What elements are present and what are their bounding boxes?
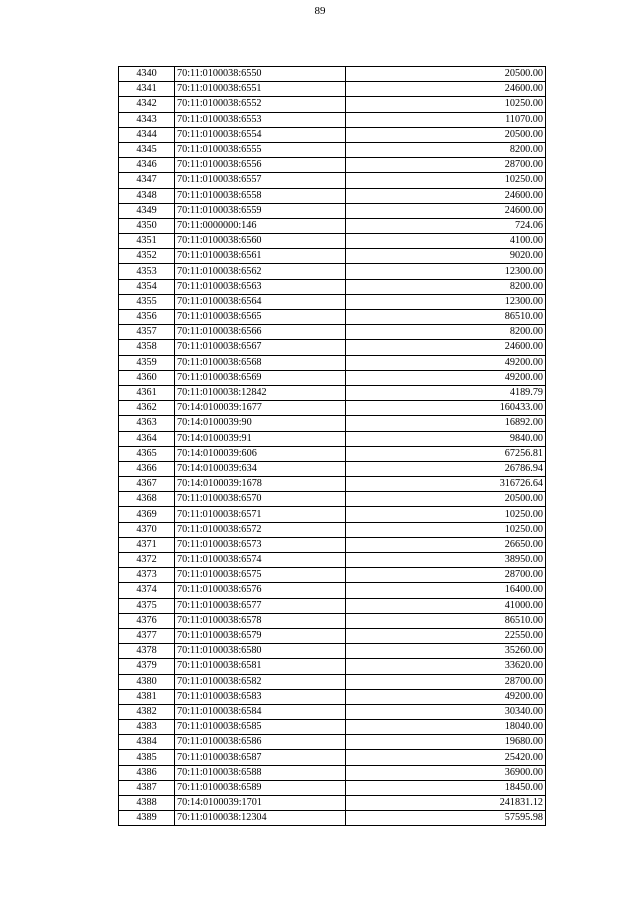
table-row [119,188,546,203]
cadastral-number: 70:11:0100038:6583 [175,689,346,704]
cadastral-number: 70:11:0100038:6581 [175,659,346,674]
cadastral-value: 160433.00 [346,401,546,416]
table-row [119,811,546,826]
cadastral-value: 10250.00 [346,507,546,522]
cadastral-value: 4189.79 [346,385,546,400]
row-number: 4366 [119,461,175,476]
cadastral-number: 70:14:0100039:90 [175,416,346,431]
cadastral-value: 724.06 [346,218,546,233]
row-number: 4363 [119,416,175,431]
row-number: 4350 [119,218,175,233]
cadastral-value: 241831.12 [346,796,546,811]
cadastral-value: 18450.00 [346,780,546,795]
cadastral-number: 70:14:0100039:1701 [175,796,346,811]
row-number: 4346 [119,158,175,173]
row-number: 4384 [119,735,175,750]
cadastral-number: 70:11:0100038:6585 [175,720,346,735]
cadastral-number: 70:14:0100039:606 [175,446,346,461]
cadastral-number: 70:11:0100038:6569 [175,370,346,385]
cadastral-value: 86510.00 [346,310,546,325]
cadastral-value: 24600.00 [346,203,546,218]
table-row [119,325,546,340]
cadastral-value: 30340.00 [346,704,546,719]
table-row [119,689,546,704]
cadastral-value: 38950.00 [346,553,546,568]
cadastral-number: 70:11:0100038:6559 [175,203,346,218]
cadastral-number: 70:11:0100038:6580 [175,644,346,659]
row-number: 4388 [119,796,175,811]
row-number: 4382 [119,704,175,719]
row-number: 4340 [119,67,175,82]
cadastral-value: 49200.00 [346,355,546,370]
table-row [119,310,546,325]
row-number: 4380 [119,674,175,689]
table-row [119,796,546,811]
row-number: 4376 [119,613,175,628]
row-number: 4387 [119,780,175,795]
row-number: 4368 [119,492,175,507]
row-number: 4383 [119,720,175,735]
row-number: 4370 [119,522,175,537]
table-row [119,67,546,82]
table-row [119,218,546,233]
table-row [119,507,546,522]
cadastral-value: 4100.00 [346,234,546,249]
table-row [119,142,546,157]
row-number: 4343 [119,112,175,127]
row-number: 4385 [119,750,175,765]
cadastral-value: 8200.00 [346,279,546,294]
table-row [119,674,546,689]
page-number: 89 [314,5,326,17]
cadastral-value: 9020.00 [346,249,546,264]
cadastral-number: 70:11:0000000:146 [175,218,346,233]
cadastral-number: 70:11:0100038:12842 [175,385,346,400]
cadastral-number: 70:11:0100038:6582 [175,674,346,689]
cadastral-number: 70:11:0100038:6561 [175,249,346,264]
cadastral-value: 20500.00 [346,127,546,142]
table-row [119,340,546,355]
table-row [119,112,546,127]
table-row [119,279,546,294]
cadastral-number: 70:14:0100039:1678 [175,477,346,492]
cadastral-number: 70:11:0100038:6573 [175,537,346,552]
table-row [119,82,546,97]
row-number: 4344 [119,127,175,142]
cadastral-number: 70:11:0100038:6564 [175,294,346,309]
cadastral-value: 16400.00 [346,583,546,598]
row-number: 4347 [119,173,175,188]
row-number: 4358 [119,340,175,355]
row-number: 4341 [119,82,175,97]
cadastral-value: 10250.00 [346,173,546,188]
row-number: 4375 [119,598,175,613]
row-number: 4361 [119,385,175,400]
cadastral-value: 20500.00 [346,492,546,507]
table-row [119,659,546,674]
table-row [119,431,546,446]
cadastral-number: 70:11:0100038:6574 [175,553,346,568]
cadastral-number: 70:11:0100038:6570 [175,492,346,507]
row-number: 4364 [119,431,175,446]
cadastral-number: 70:11:0100038:6563 [175,279,346,294]
table-row [119,492,546,507]
cadastral-value: 19680.00 [346,735,546,750]
cadastral-value: 33620.00 [346,659,546,674]
row-number: 4360 [119,370,175,385]
cadastral-number: 70:11:0100038:6578 [175,613,346,628]
cadastral-value: 28700.00 [346,568,546,583]
table-row [119,477,546,492]
table-row [119,264,546,279]
cadastral-number: 70:11:0100038:6589 [175,780,346,795]
row-number: 4369 [119,507,175,522]
cadastral-number: 70:14:0100039:1677 [175,401,346,416]
cadastral-number: 70:11:0100038:6577 [175,598,346,613]
registry-table-body [119,67,546,826]
cadastral-number: 70:11:0100038:6587 [175,750,346,765]
cadastral-value: 26786.94 [346,461,546,476]
cadastral-value: 22550.00 [346,628,546,643]
cadastral-value: 36900.00 [346,765,546,780]
cadastral-value: 24600.00 [346,82,546,97]
row-number: 4352 [119,249,175,264]
row-number: 4345 [119,142,175,157]
cadastral-number: 70:11:0100038:6568 [175,355,346,370]
cadastral-number: 70:11:0100038:6588 [175,765,346,780]
table-row [119,97,546,112]
table-row [119,234,546,249]
row-number: 4354 [119,279,175,294]
table-row [119,294,546,309]
row-number: 4377 [119,628,175,643]
row-number: 4372 [119,553,175,568]
cadastral-number: 70:11:0100038:6552 [175,97,346,112]
row-number: 4379 [119,659,175,674]
row-number: 4373 [119,568,175,583]
cadastral-value: 316726.64 [346,477,546,492]
table-row [119,583,546,598]
row-number: 4349 [119,203,175,218]
cadastral-value: 12300.00 [346,264,546,279]
row-number: 4353 [119,264,175,279]
table-row [119,644,546,659]
table-row [119,735,546,750]
table-row [119,461,546,476]
table-row [119,537,546,552]
row-number: 4374 [119,583,175,598]
cadastral-number: 70:11:0100038:6567 [175,340,346,355]
table-row [119,158,546,173]
cadastral-number: 70:11:0100038:6586 [175,735,346,750]
row-number: 4355 [119,294,175,309]
table-row [119,416,546,431]
row-number: 4365 [119,446,175,461]
cadastral-number: 70:11:0100038:12304 [175,811,346,826]
row-number: 4351 [119,234,175,249]
cadastral-number: 70:11:0100038:6560 [175,234,346,249]
cadastral-value: 20500.00 [346,67,546,82]
table-row [119,249,546,264]
cadastral-value: 8200.00 [346,142,546,157]
table-row [119,720,546,735]
cadastral-value: 25420.00 [346,750,546,765]
cadastral-value: 57595.98 [346,811,546,826]
cadastral-value: 11070.00 [346,112,546,127]
cadastral-number: 70:11:0100038:6566 [175,325,346,340]
table-row [119,568,546,583]
cadastral-value: 28700.00 [346,158,546,173]
row-number: 4367 [119,477,175,492]
table-row [119,628,546,643]
table-row [119,613,546,628]
row-number: 4386 [119,765,175,780]
cadastral-number: 70:11:0100038:6571 [175,507,346,522]
cadastral-number: 70:11:0100038:6565 [175,310,346,325]
table-row [119,704,546,719]
cadastral-number: 70:11:0100038:6557 [175,173,346,188]
cadastral-number: 70:11:0100038:6550 [175,67,346,82]
cadastral-value: 9840.00 [346,431,546,446]
table-row [119,370,546,385]
table-row [119,446,546,461]
row-number: 4381 [119,689,175,704]
cadastral-number: 70:11:0100038:6576 [175,583,346,598]
table-row [119,385,546,400]
cadastral-number: 70:14:0100039:634 [175,461,346,476]
table-row [119,598,546,613]
cadastral-number: 70:11:0100038:6551 [175,82,346,97]
registry-table [118,66,546,826]
cadastral-value: 10250.00 [346,97,546,112]
cadastral-value: 24600.00 [346,340,546,355]
row-number: 4378 [119,644,175,659]
row-number: 4371 [119,537,175,552]
cadastral-value: 12300.00 [346,294,546,309]
table-row [119,401,546,416]
cadastral-value: 24600.00 [346,188,546,203]
row-number: 4389 [119,811,175,826]
cadastral-number: 70:11:0100038:6579 [175,628,346,643]
cadastral-number: 70:11:0100038:6553 [175,112,346,127]
cadastral-number: 70:11:0100038:6572 [175,522,346,537]
table-row [119,553,546,568]
row-number: 4362 [119,401,175,416]
table-row [119,355,546,370]
cadastral-value: 16892.00 [346,416,546,431]
cadastral-value: 41000.00 [346,598,546,613]
cadastral-number: 70:14:0100039:91 [175,431,346,446]
table-row [119,780,546,795]
row-number: 4342 [119,97,175,112]
cadastral-number: 70:11:0100038:6562 [175,264,346,279]
cadastral-number: 70:11:0100038:6554 [175,127,346,142]
cadastral-number: 70:11:0100038:6555 [175,142,346,157]
cadastral-number: 70:11:0100038:6556 [175,158,346,173]
table-row [119,522,546,537]
cadastral-value: 26650.00 [346,537,546,552]
cadastral-value: 49200.00 [346,370,546,385]
cadastral-value: 35260.00 [346,644,546,659]
cadastral-value: 18040.00 [346,720,546,735]
row-number: 4356 [119,310,175,325]
row-number: 4357 [119,325,175,340]
cadastral-number: 70:11:0100038:6575 [175,568,346,583]
cadastral-value: 67256.81 [346,446,546,461]
cadastral-number: 70:11:0100038:6584 [175,704,346,719]
table-row [119,127,546,142]
table-row [119,765,546,780]
cadastral-value: 28700.00 [346,674,546,689]
cadastral-number: 70:11:0100038:6558 [175,188,346,203]
cadastral-value: 49200.00 [346,689,546,704]
table-row [119,750,546,765]
row-number: 4348 [119,188,175,203]
cadastral-value: 10250.00 [346,522,546,537]
cadastral-value: 8200.00 [346,325,546,340]
table-row [119,203,546,218]
row-number: 4359 [119,355,175,370]
cadastral-value: 86510.00 [346,613,546,628]
table-row [119,173,546,188]
